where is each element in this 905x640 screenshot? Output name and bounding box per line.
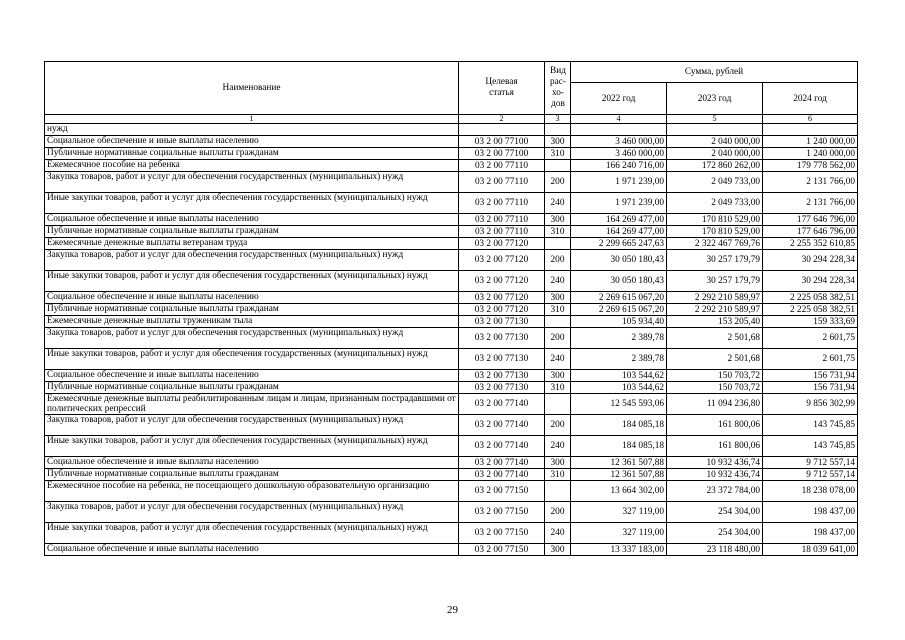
table-row — [45, 523, 858, 544]
table-body — [45, 124, 858, 556]
row-name: Социальное обеспечение и иные выплаты населению — [45, 292, 459, 304]
row-expense-kind — [545, 394, 571, 415]
row-name: Иные закупки товаров, работ и услуг для обеспечения государственных (муниципальных) нужд — [45, 193, 459, 214]
row-sum-2023: 161 800,06 — [667, 436, 763, 457]
column-number: 2 — [459, 115, 545, 124]
row-target-article: 03 2 00 77130 — [459, 370, 545, 382]
row-target-article: 03 2 00 77130 — [459, 382, 545, 394]
table-row — [45, 214, 858, 226]
row-sum-2023: 30 257 179,79 — [667, 271, 763, 292]
row-target-article: 03 2 00 77110 — [459, 160, 545, 172]
row-target-article: 03 2 00 77120 — [459, 238, 545, 250]
row-name: Ежемесячные денежные выплаты труженикам тыла — [45, 316, 459, 328]
row-sum-2023 — [667, 124, 763, 136]
table-row — [45, 469, 858, 481]
row-sum-2022: 164 269 477,00 — [571, 214, 667, 226]
row-expense-kind: 300 — [545, 136, 571, 148]
row-sum-2024: 159 333,69 — [763, 316, 858, 328]
row-sum-2022: 184 085,18 — [571, 436, 667, 457]
row-sum-2024: 18 039 641,00 — [763, 544, 858, 556]
row-sum-2022: 30 050 180,43 — [571, 250, 667, 271]
budget-table — [44, 61, 858, 556]
row-name: Закупка товаров, работ и услуг для обеспечения государственных (муниципальных) нужд — [45, 250, 459, 271]
column-number: 1 — [45, 115, 459, 124]
row-expense-kind: 200 — [545, 502, 571, 523]
table-row — [45, 544, 858, 556]
table-row — [45, 502, 858, 523]
row-sum-2022: 2 299 665 247,63 — [571, 238, 667, 250]
row-name: Публичные нормативные социальные выплаты гражданам — [45, 469, 459, 481]
row-target-article: 03 2 00 77110 — [459, 214, 545, 226]
row-name: Ежемесячное пособие на ребенка — [45, 160, 459, 172]
row-sum-2023: 2 322 467 769,76 — [667, 238, 763, 250]
table-row — [45, 136, 858, 148]
row-target-article: 03 2 00 77140 — [459, 457, 545, 469]
row-sum-2023: 150 703,72 — [667, 370, 763, 382]
row-sum-2023: 170 810 529,00 — [667, 214, 763, 226]
row-target-article: 03 2 00 77150 — [459, 502, 545, 523]
row-sum-2023: 11 094 236,80 — [667, 394, 763, 415]
column-number: 5 — [667, 115, 763, 124]
row-expense-kind — [545, 160, 571, 172]
table-row — [45, 394, 858, 415]
row-expense-kind: 310 — [545, 469, 571, 481]
row-expense-kind — [545, 238, 571, 250]
row-sum-2023: 254 304,00 — [667, 523, 763, 544]
row-sum-2024: 1 240 000,00 — [763, 148, 858, 160]
row-name: Социальное обеспечение и иные выплаты населению — [45, 544, 459, 556]
row-sum-2023: 161 800,06 — [667, 415, 763, 436]
row-expense-kind: 310 — [545, 226, 571, 238]
row-target-article: 03 2 00 77140 — [459, 436, 545, 457]
table-row — [45, 349, 858, 370]
row-sum-2022 — [571, 124, 667, 136]
row-target-article: 03 2 00 77100 — [459, 136, 545, 148]
row-name: Иные закупки товаров, работ и услуг для обеспечения государственных (муниципальных) нужд — [45, 349, 459, 370]
row-sum-2022: 12 361 507,88 — [571, 457, 667, 469]
row-expense-kind: 300 — [545, 370, 571, 382]
header-expense-kind: Вид рас-хо-дов — [545, 62, 571, 115]
row-expense-kind: 300 — [545, 214, 571, 226]
row-sum-2024: 2 131 766,00 — [763, 193, 858, 214]
row-expense-kind: 300 — [545, 292, 571, 304]
row-target-article: 03 2 00 77140 — [459, 469, 545, 481]
row-sum-2023: 30 257 179,79 — [667, 250, 763, 271]
row-sum-2024: 2 131 766,00 — [763, 172, 858, 193]
row-name: Социальное обеспечение и иные выплаты населению — [45, 370, 459, 382]
row-name: Иные закупки товаров, работ и услуг для обеспечения государственных (муниципальных) нужд — [45, 523, 459, 544]
row-sum-2023: 2 040 000,00 — [667, 136, 763, 148]
row-expense-kind: 310 — [545, 304, 571, 316]
row-sum-2024: 143 745,85 — [763, 436, 858, 457]
table-row — [45, 457, 858, 469]
row-sum-2023: 150 703,72 — [667, 382, 763, 394]
row-name: Закупка товаров, работ и услуг для обеспечения государственных (муниципальных) нужд — [45, 328, 459, 349]
row-sum-2024: 177 646 796,00 — [763, 226, 858, 238]
row-sum-2022: 103 544,62 — [571, 382, 667, 394]
row-sum-2024: 198 437,00 — [763, 502, 858, 523]
header-year-2022: 2022 год — [571, 83, 667, 115]
column-number: 6 — [763, 115, 858, 124]
row-sum-2024: 156 731,94 — [763, 370, 858, 382]
table-row — [45, 172, 858, 193]
row-expense-kind: 200 — [545, 172, 571, 193]
header-year-2024: 2024 год — [763, 83, 858, 115]
table-row — [45, 160, 858, 172]
row-sum-2022: 3 460 000,00 — [571, 136, 667, 148]
table-row — [45, 316, 858, 328]
row-sum-2022: 3 460 000,00 — [571, 148, 667, 160]
table-row — [45, 436, 858, 457]
table-row — [45, 148, 858, 160]
row-sum-2023: 2 040 000,00 — [667, 148, 763, 160]
row-sum-2024: 2 225 058 382,51 — [763, 304, 858, 316]
row-sum-2023: 23 372 784,00 — [667, 481, 763, 502]
row-sum-2023: 2 292 210 589,97 — [667, 304, 763, 316]
row-name: Закупка товаров, работ и услуг для обеспечения государственных (муниципальных) нужд — [45, 502, 459, 523]
row-target-article: 03 2 00 77140 — [459, 415, 545, 436]
row-expense-kind — [545, 124, 571, 136]
row-target-article: 03 2 00 77120 — [459, 304, 545, 316]
row-sum-2022: 164 269 477,00 — [571, 226, 667, 238]
row-name: Публичные нормативные социальные выплаты гражданам — [45, 382, 459, 394]
row-sum-2022: 12 361 507,88 — [571, 469, 667, 481]
row-sum-2023: 2 292 210 589,97 — [667, 292, 763, 304]
header-sum: Сумма, рублей — [571, 62, 858, 83]
row-expense-kind: 240 — [545, 271, 571, 292]
row-name: Социальное обеспечение и иные выплаты населению — [45, 214, 459, 226]
row-name: Ежемесячные денежные выплаты реабилитированным лицам и лицам, признанным пострадавшими от политических репрессий — [45, 394, 459, 415]
row-sum-2024: 156 731,94 — [763, 382, 858, 394]
row-sum-2024: 9 712 557,14 — [763, 469, 858, 481]
row-target-article: 03 2 00 77130 — [459, 349, 545, 370]
table-row — [45, 481, 858, 502]
row-target-article: 03 2 00 77120 — [459, 250, 545, 271]
row-sum-2022: 12 545 593,06 — [571, 394, 667, 415]
row-target-article: 03 2 00 77110 — [459, 226, 545, 238]
row-sum-2023: 153 205,40 — [667, 316, 763, 328]
row-sum-2023: 2 501,68 — [667, 328, 763, 349]
row-sum-2024: 2 601,75 — [763, 328, 858, 349]
row-target-article: 03 2 00 77120 — [459, 271, 545, 292]
row-sum-2024: 2 255 352 610,85 — [763, 238, 858, 250]
header-year-2023: 2023 год — [667, 83, 763, 115]
table-row — [45, 193, 858, 214]
row-target-article: 03 2 00 77150 — [459, 523, 545, 544]
row-expense-kind — [545, 481, 571, 502]
row-name: Иные закупки товаров, работ и услуг для обеспечения государственных (муниципальных) нужд — [45, 271, 459, 292]
row-expense-kind: 200 — [545, 328, 571, 349]
row-sum-2023: 23 118 480,00 — [667, 544, 763, 556]
table-row — [45, 382, 858, 394]
row-target-article: 03 2 00 77110 — [459, 193, 545, 214]
row-target-article: 03 2 00 77110 — [459, 172, 545, 193]
row-sum-2022: 30 050 180,43 — [571, 271, 667, 292]
row-name: Ежемесячное пособие на ребенка, не посещающего дошкольную образовательную организацию — [45, 481, 459, 502]
row-target-article — [459, 124, 545, 136]
table-row — [45, 238, 858, 250]
column-number: 4 — [571, 115, 667, 124]
header-target-article: Целевая статья — [459, 62, 545, 115]
table-row — [45, 271, 858, 292]
row-sum-2022: 184 085,18 — [571, 415, 667, 436]
table-row — [45, 415, 858, 436]
row-expense-kind: 240 — [545, 523, 571, 544]
row-sum-2022: 327 119,00 — [571, 523, 667, 544]
row-sum-2023: 10 932 436,74 — [667, 469, 763, 481]
row-expense-kind: 300 — [545, 544, 571, 556]
table-row — [45, 292, 858, 304]
row-name: Закупка товаров, работ и услуг для обеспечения государственных (муниципальных) нужд — [45, 415, 459, 436]
row-sum-2024: 198 437,00 — [763, 523, 858, 544]
row-name: Социальное обеспечение и иные выплаты населению — [45, 136, 459, 148]
table-row — [45, 304, 858, 316]
row-sum-2022: 1 971 239,00 — [571, 172, 667, 193]
page-number: 29 — [447, 604, 458, 616]
row-expense-kind: 240 — [545, 349, 571, 370]
row-sum-2024: 30 294 228,34 — [763, 250, 858, 271]
row-target-article: 03 2 00 77150 — [459, 481, 545, 502]
row-sum-2023: 2 049 733,00 — [667, 172, 763, 193]
row-sum-2022: 1 971 239,00 — [571, 193, 667, 214]
row-name: Ежемесячные денежные выплаты ветеранам труда — [45, 238, 459, 250]
row-sum-2022: 13 337 183,00 — [571, 544, 667, 556]
row-sum-2022: 166 240 716,00 — [571, 160, 667, 172]
table-row — [45, 250, 858, 271]
row-target-article: 03 2 00 77130 — [459, 328, 545, 349]
column-number: 3 — [545, 115, 571, 124]
row-expense-kind: 200 — [545, 415, 571, 436]
row-sum-2024: 2 601,75 — [763, 349, 858, 370]
table-row — [45, 226, 858, 238]
row-expense-kind: 200 — [545, 250, 571, 271]
row-sum-2022: 2 389,78 — [571, 349, 667, 370]
row-target-article: 03 2 00 77150 — [459, 544, 545, 556]
row-sum-2023: 10 932 436,74 — [667, 457, 763, 469]
row-sum-2022: 2 269 615 067,20 — [571, 304, 667, 316]
row-sum-2024: 177 646 796,00 — [763, 214, 858, 226]
row-sum-2022: 2 389,78 — [571, 328, 667, 349]
row-expense-kind: 300 — [545, 457, 571, 469]
row-sum-2022: 105 934,40 — [571, 316, 667, 328]
table-row — [45, 124, 858, 136]
row-sum-2023: 170 810 529,00 — [667, 226, 763, 238]
row-sum-2024 — [763, 124, 858, 136]
row-sum-2023: 172 860 262,00 — [667, 160, 763, 172]
table-row — [45, 328, 858, 349]
row-target-article: 03 2 00 77140 — [459, 394, 545, 415]
row-name: Закупка товаров, работ и услуг для обеспечения государственных (муниципальных) нужд — [45, 172, 459, 193]
row-sum-2023: 254 304,00 — [667, 502, 763, 523]
row-sum-2022: 103 544,62 — [571, 370, 667, 382]
row-sum-2024: 18 238 078,00 — [763, 481, 858, 502]
row-sum-2024: 30 294 228,34 — [763, 271, 858, 292]
row-expense-kind: 240 — [545, 193, 571, 214]
row-sum-2024: 9 856 302,99 — [763, 394, 858, 415]
row-name: Публичные нормативные социальные выплаты гражданам — [45, 304, 459, 316]
row-sum-2024: 143 745,85 — [763, 415, 858, 436]
row-sum-2022: 2 269 615 067,20 — [571, 292, 667, 304]
row-expense-kind: 240 — [545, 436, 571, 457]
row-name: Публичные нормативные социальные выплаты гражданам — [45, 226, 459, 238]
row-name: Публичные нормативные социальные выплаты гражданам — [45, 148, 459, 160]
row-sum-2024: 9 712 557,14 — [763, 457, 858, 469]
row-sum-2024: 2 225 058 382,51 — [763, 292, 858, 304]
row-target-article: 03 2 00 77100 — [459, 148, 545, 160]
row-sum-2024: 179 778 562,00 — [763, 160, 858, 172]
row-name: Социальное обеспечение и иные выплаты населению — [45, 457, 459, 469]
row-expense-kind: 310 — [545, 382, 571, 394]
table-row — [45, 370, 858, 382]
row-target-article: 03 2 00 77120 — [459, 292, 545, 304]
row-sum-2022: 13 664 302,00 — [571, 481, 667, 502]
row-sum-2023: 2 501,68 — [667, 349, 763, 370]
row-name: нужд — [45, 124, 459, 136]
row-target-article: 03 2 00 77130 — [459, 316, 545, 328]
row-sum-2023: 2 049 733,00 — [667, 193, 763, 214]
row-expense-kind: 310 — [545, 148, 571, 160]
row-sum-2022: 327 119,00 — [571, 502, 667, 523]
header-name: Наименование — [45, 62, 459, 115]
row-name: Иные закупки товаров, работ и услуг для обеспечения государственных (муниципальных) нужд — [45, 436, 459, 457]
row-sum-2024: 1 240 000,00 — [763, 136, 858, 148]
row-expense-kind — [545, 316, 571, 328]
